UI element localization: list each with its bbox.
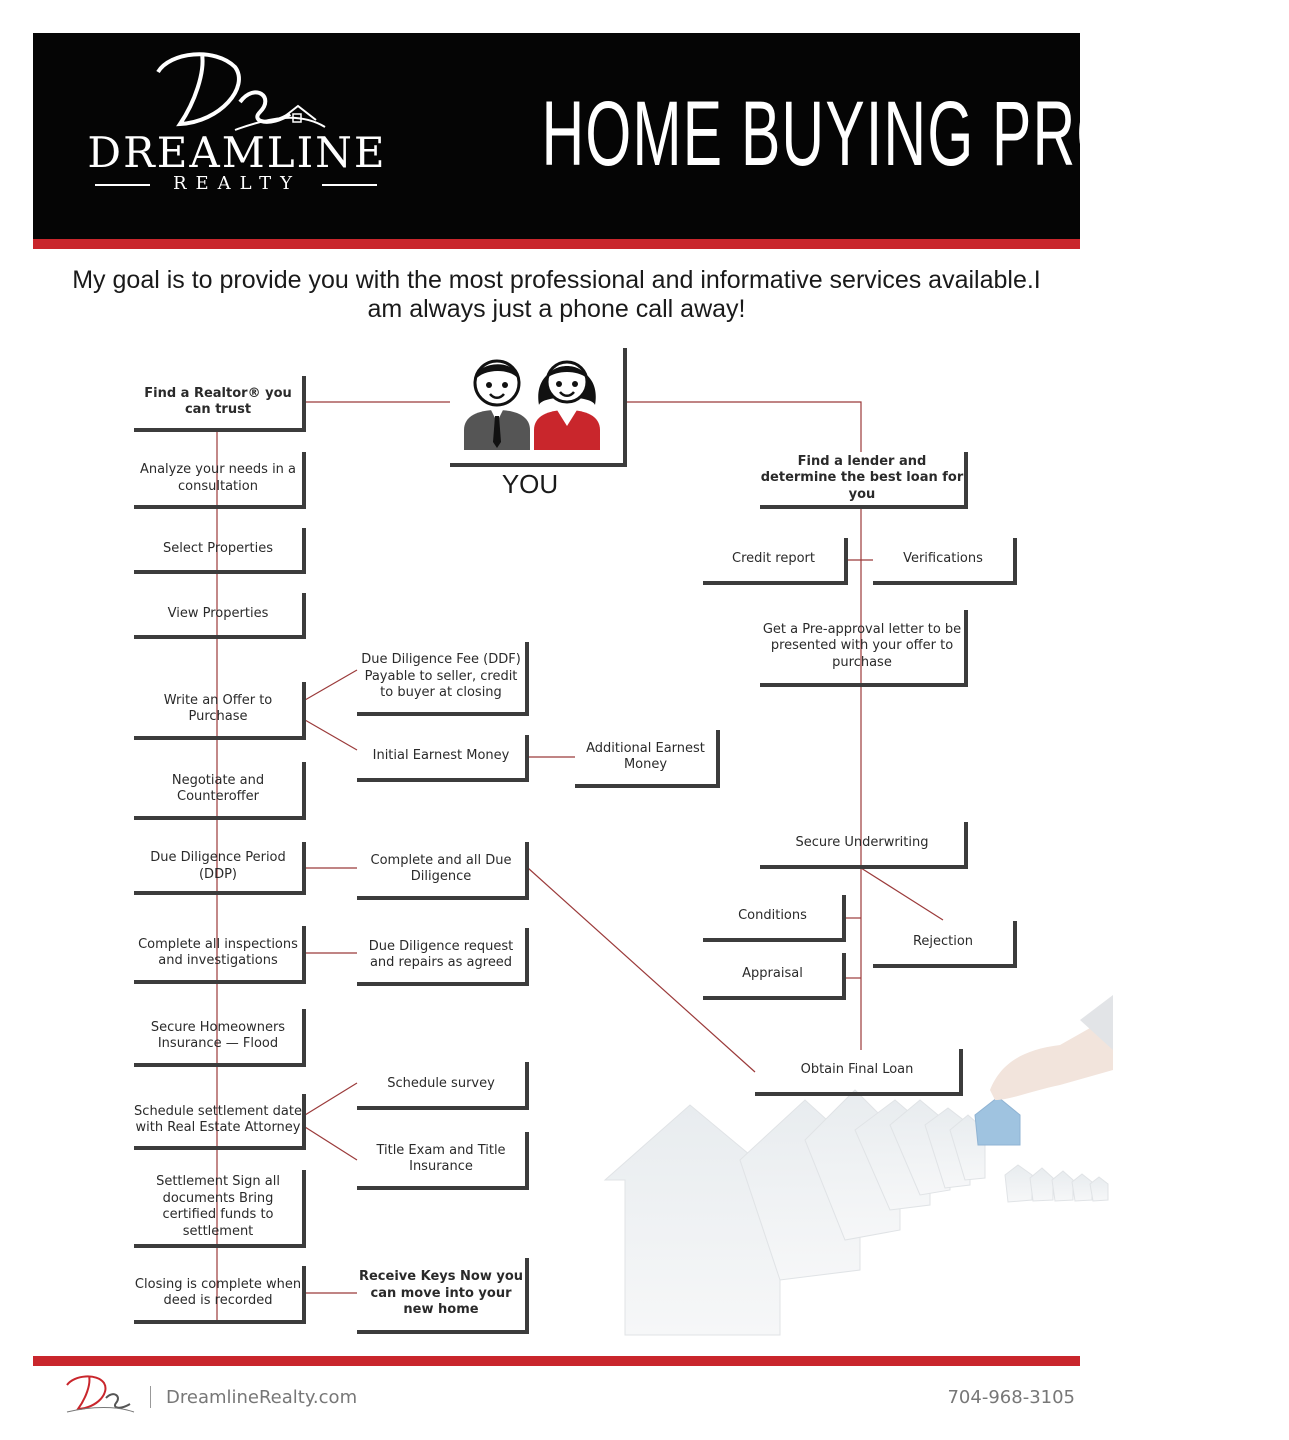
step-initial-earnest-money <box>357 735 529 782</box>
step-settlement <box>134 1170 306 1248</box>
step-label: Appraisal <box>742 966 803 982</box>
step-label: Due Diligence Period (DDP) <box>150 850 286 882</box>
footer-logo-icon <box>62 1370 137 1416</box>
step-additional-earnest-money <box>575 730 720 788</box>
step-label: Receive Keys Now you can move into your new home <box>358 1269 524 1318</box>
step-complete-inspections <box>134 926 306 984</box>
step-label: Title Exam and Title Insurance <box>376 1142 506 1174</box>
step-view-properties <box>134 593 306 639</box>
step-negotiate <box>134 762 306 820</box>
step-label: Schedule settlement date with Real Estate Attorney <box>134 1103 302 1135</box>
step-appraisal <box>703 953 846 1000</box>
page-title: HOME BUYING PROCESS <box>541 83 1289 185</box>
you-box <box>450 348 627 467</box>
step-find-realtor <box>134 376 306 432</box>
step-label: Rejection <box>912 934 974 950</box>
step-secure-underwriting <box>760 822 968 869</box>
step-obtain-final-loan <box>755 1049 963 1096</box>
step-label: Settlement Sign all documents Bring certified funds to settlement <box>156 1174 280 1239</box>
step-label: Write an Offer to Purchase <box>163 692 273 724</box>
step-label: Negotiate and Counteroffer <box>171 772 265 804</box>
you-label: YOU <box>501 469 559 499</box>
step-label: Additional Earnest Money <box>586 740 705 772</box>
step-label: Obtain Final Loan <box>800 1062 914 1078</box>
footer-red-stripe <box>33 1356 1080 1366</box>
step-label: Complete and all Due Diligence <box>370 852 512 884</box>
step-rejection <box>873 921 1017 968</box>
step-due-diligence-period <box>134 842 306 895</box>
step-label: Closing is complete when deed is recorded <box>134 1276 302 1308</box>
step-select-properties <box>134 528 306 574</box>
step-label: Due Diligence Fee (DDF) Payable to seller, credit to buyer at closing <box>361 652 521 701</box>
step-label: Credit report <box>732 551 815 567</box>
step-label: Secure Underwriting <box>795 835 929 851</box>
logo-subtitle: REALTY <box>172 173 302 194</box>
step-label: Due Diligence request and repairs as agreed <box>368 938 514 970</box>
footer-website-link[interactable]: DreamlineRealty.com <box>166 1387 358 1408</box>
step-find-lender <box>760 452 968 509</box>
step-closing-complete <box>134 1266 306 1324</box>
step-label: View Properties <box>167 605 269 621</box>
step-pre-approval <box>760 610 968 687</box>
step-label: Complete all inspections and investigations <box>138 936 298 968</box>
footer-divider <box>150 1386 151 1408</box>
step-conditions <box>703 895 846 942</box>
step-due-diligence-fee <box>357 642 529 716</box>
step-schedule-survey <box>357 1062 529 1110</box>
step-label: Select Properties <box>163 540 273 556</box>
step-complete-due-diligence <box>357 842 529 900</box>
step-title-exam <box>357 1132 529 1190</box>
step-label: Conditions <box>738 908 807 924</box>
step-verifications <box>873 538 1017 585</box>
step-label: Get a Pre-approval letter to be presented with your offer to purchase <box>762 621 962 670</box>
logo-wordmark: DREAMLINE <box>87 128 387 177</box>
intro-text: My goal is to provide you with the most professional and informative services available.I am always just a phone call away! <box>72 266 1041 323</box>
step-label: Find a Realtor® you can trust <box>144 385 292 417</box>
step-schedule-settlement <box>134 1094 306 1150</box>
step-label: Initial Earnest Money <box>372 748 510 764</box>
step-label: Secure Homeowners Insurance — Flood <box>150 1019 286 1051</box>
step-label: Verifications <box>903 551 983 567</box>
step-homeowners-insurance <box>134 1009 306 1067</box>
step-label: Schedule survey <box>387 1075 495 1091</box>
step-credit-report <box>703 538 848 585</box>
footer-phone[interactable]: 704-968-3105 <box>947 1387 1075 1408</box>
step-write-offer <box>134 682 306 740</box>
couple-icon <box>452 350 624 462</box>
step-label: Analyze your needs in a consultation <box>139 462 297 494</box>
step-receive-keys <box>357 1258 529 1334</box>
step-analyze-needs <box>134 452 306 509</box>
step-label: Find a lender and determine the best loan for you <box>760 453 964 502</box>
step-due-diligence-request <box>357 928 529 986</box>
